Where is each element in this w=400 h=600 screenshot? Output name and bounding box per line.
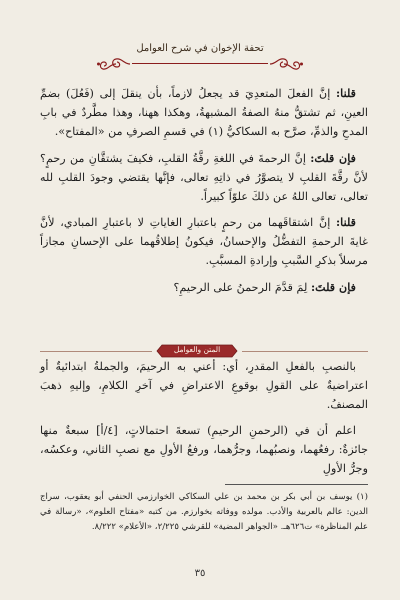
paragraph-lead: فإن قلتَ: [310,150,356,165]
section-label-banner [156,344,238,358]
running-header-title: تحفة الإخوان في شرح العوامل [136,43,264,54]
section-divider-right [242,351,368,352]
paragraph-lead: قلنا: [336,215,356,230]
paragraph-text: إنَّ اشتقاقَهما من رحمٍ باعتبارِ الغاياتِ لا باعتبارِ المبادي، لأنَّ غايةَ الرحمةِ التفضُّلُ والإحسانُ، فيكونُ إطلاقُهما على الإحسانِ مجازاً مرسلاً بذكرِ السَّببِ وإرادةِ المسبَّبِ. [40,216,368,268]
right-ornament-icon [268,56,304,72]
page-number: ٣٥ [194,568,206,579]
paragraph-lead: قلنا: [336,86,356,100]
section-label: المتن والعوامل [173,345,221,354]
main-text-block [40,84,368,302]
paragraph-lead: فإن قلتَ: [310,280,356,295]
left-ornament-icon [96,56,132,72]
paragraph-text: إنَّ الفعلَ المتعدِيَ قد يجعلُ لازماً، بأن ينقلَ إلى (فَعُلَ) بضمِّ العينِ، ثم تشتقُّ منهُ الصفةُ المشبهةُ، وهكذا ههنا، وهذا مطَّردٌ في بابِ المدحِ والذمِّ، صرَّح به السكاكيُّ (١) في قسمِ الصرفِ من «المفتاح». [40,87,368,138]
paragraph-2 [40,149,368,207]
footnote-rule [225,484,368,485]
paragraph-5: بالنصبِ بالفعلِ المقدرِ، أي: أعني به الرحيمَ، والجملةُ ابتدائيةٌ أو اعتراضيةٌ على القولِ بوقوعِ الاعتراضِ في آخرِ الكلامِ، وإليهِ ذهبَ المصنفُ. [40,360,368,411]
paragraph-text: لِمَ قدَّمَ الرحمنُ على الرحيمِ؟ [173,281,311,295]
paragraph-text: إنَّ الرحمةَ في اللغةِ رقَّةُ القلبِ، فكيفَ يشتقَّانِ من رحمٍ؟ لأنَّ رقَّةَ القلبِ لا يتصوَّرُ في ذاتِهِ تعالى، فإنَّها يقتضي وجودَ القلبِ لله تعالى، تعالى اللهُ عن ذلكَ علوّاً كبيراً. [40,151,368,203]
paragraph-1 [40,84,368,142]
section-divider-left [40,351,152,352]
paragraph-6: اعلم أن في (الرحمنِ الرحيمِ) تسعةَ احتمالاتٍ، [٤/أ] سبعةٌ منها جائزةٌ: رفعُهما، ونصبُهما، وجرُّهما، ورفعُ الأولِ مع نصبِ الثاني، وعكسُه، وجرُّ الأولِ [40,423,368,475]
header-rule [132,63,268,64]
footnote: (١) يوسف بن أبي بكر بن محمد بن علي السكاكي الخوارزمي الحنفي أبو يعقوب، سراج الدين: عالم بالعربية والأدب. مولده ووفاته بخوارزم. من كتبه «مفتاح العلوم»، «رسالة في علم المناظرة» ت٦٢٦هـ. «الجواهر المضية» للقرشي ٢/٢٢٥، «الأعلام» ٨/٢٢٢. [40,492,368,533]
paragraph-4 [40,278,368,298]
paragraph-3 [40,213,368,271]
main-text-block-2 [40,358,368,485]
